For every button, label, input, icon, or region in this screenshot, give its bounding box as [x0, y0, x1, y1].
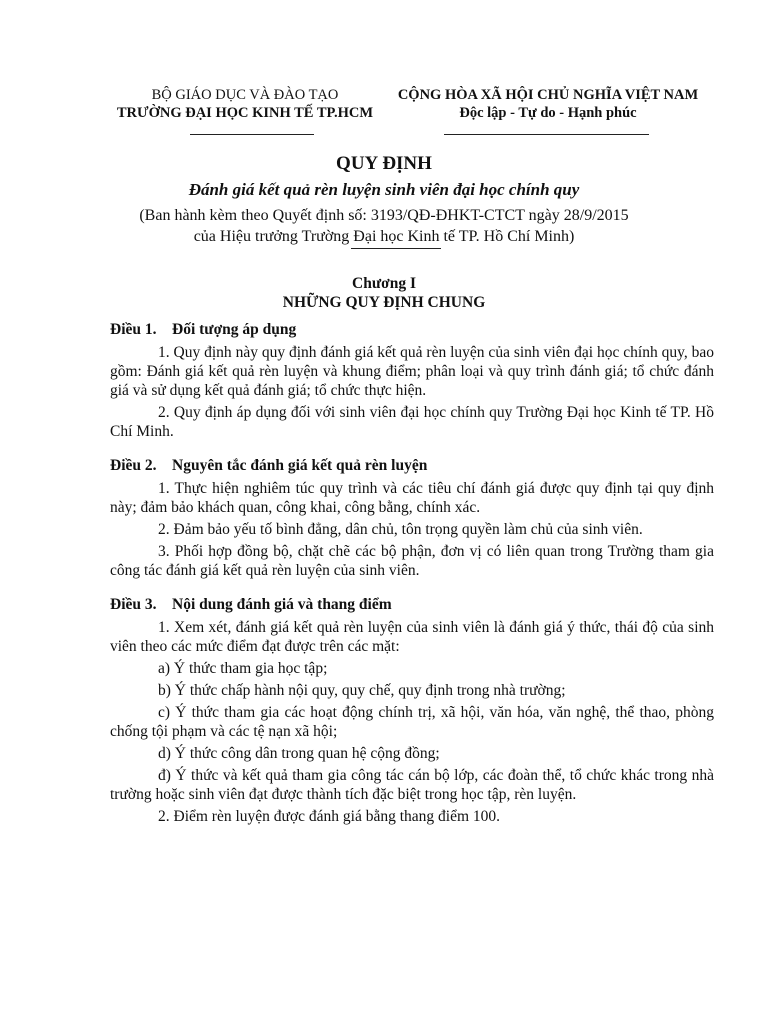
article-3-item-dd: đ) Ý thức và kết quả tham gia công tác cán bộ lớp, các đoàn thể, tổ chức khác trong nhà trường hoặc sinh viên đạt được thành tích đặc biệt trong học tập, rèn luyện.: [110, 767, 714, 803]
article-1-title: Đối tượng áp dụng: [172, 321, 297, 338]
national-motto: Độc lập - Tự do - Hạnh phúc: [459, 105, 637, 121]
article-3-heading: [110, 595, 714, 614]
article-2-para-1: 1. Thực hiện nghiêm túc quy trình và các tiêu chí đánh giá được quy định tại quy định này; đảm bảo khách quan, công khai, công bằng, chính xác.: [110, 480, 714, 516]
article-1-para-1: 1. Quy định này quy định đánh giá kết quả rèn luyện của sinh viên đại học chính quy, bao gồm: Đánh giá kết quả rèn luyện và khung điểm; phân loại và quy trình đánh giá; tổ chức đánh giá và sử dụng kết quả đánh giá; tổ chức thực hiện.: [110, 344, 714, 399]
article-3-item-c: c) Ý thức tham gia các hoạt động chính trị, xã hội, văn hóa, văn nghệ, thể thao, phòng chống tội phạm và các tệ nạn xã hội;: [110, 704, 714, 740]
chapter-title: NHỮNG QUY ĐỊNH CHUNG: [282, 294, 486, 311]
issuance-line-1: (Ban hành kèm theo Quyết định số: 3193/QĐ-ĐHKT-CTCT ngày 28/9/2015: [139, 207, 629, 224]
document-title: QUY ĐỊNH: [336, 153, 432, 174]
article-3-para-2: 2. Điểm rèn luyện được đánh giá bằng thang điểm 100.: [158, 808, 501, 825]
article-1-para-2: 2. Quy định áp dụng đối với sinh viên đại học chính quy Trường Đại học Kinh tế TP. Hồ Chí Minh.: [110, 404, 714, 440]
article-3-item-b: b) Ý thức chấp hành nội quy, quy chế, quy định trong nhà trường;: [158, 682, 566, 699]
chapter-label: Chương I: [352, 275, 416, 292]
title-underline: [351, 248, 441, 249]
document-header: [0, 86, 768, 146]
article-2-para-3: 3. Phối hợp đồng bộ, chặt chẽ các bộ phận, đơn vị có liên quan trong Trường tham gia công tác đánh giá kết quả rèn luyện của sinh viên.: [110, 543, 714, 579]
article-3-number: Điều 3.: [110, 596, 157, 613]
article-2-heading: [110, 456, 714, 475]
issuance-line-2: của Hiệu trưởng Trường Đại học Kinh tế TP. Hồ Chí Minh): [193, 228, 575, 245]
article-2-title: Nguyên tắc đánh giá kết quả rèn luyện: [172, 457, 428, 474]
article-3-para-1: 1. Xem xét, đánh giá kết quả rèn luyện của sinh viên là đánh giá ý thức, thái độ của sinh viên theo các mức điểm đạt được trên các mặt:: [110, 619, 714, 655]
ministry-name: BỘ GIÁO DỤC VÀ ĐÀO TẠO: [151, 87, 339, 103]
document-subtitle: Đánh giá kết quả rèn luyện sinh viên đại học chính quy: [188, 180, 580, 199]
article-2-para-2: 2. Đảm bảo yếu tố bình đẳng, dân chủ, tôn trọng quyền làm chủ của sinh viên.: [158, 521, 643, 538]
article-2-number: Điều 2.: [110, 457, 157, 474]
university-name: TRƯỜNG ĐẠI HỌC KINH TẾ TP.HCM: [116, 105, 374, 121]
header-left: [110, 86, 380, 122]
country-name: CỘNG HÒA XÃ HỘI CHỦ NGHĨA VIỆT NAM: [397, 87, 699, 103]
issuance-note: [0, 205, 768, 247]
article-3-item-d: d) Ý thức công dân trong quan hệ cộng đồng;: [158, 745, 440, 762]
header-right: [388, 86, 708, 122]
chapter-heading: [0, 274, 768, 312]
header-left-underline: [190, 134, 314, 135]
article-3-title: Nội dung đánh giá và thang điểm: [172, 596, 392, 613]
document-body: [110, 320, 714, 826]
article-1-number: Điều 1.: [110, 321, 157, 338]
article-3-item-a: a) Ý thức tham gia học tập;: [158, 660, 328, 677]
article-1-heading: [110, 320, 714, 339]
header-right-underline: [444, 134, 649, 135]
